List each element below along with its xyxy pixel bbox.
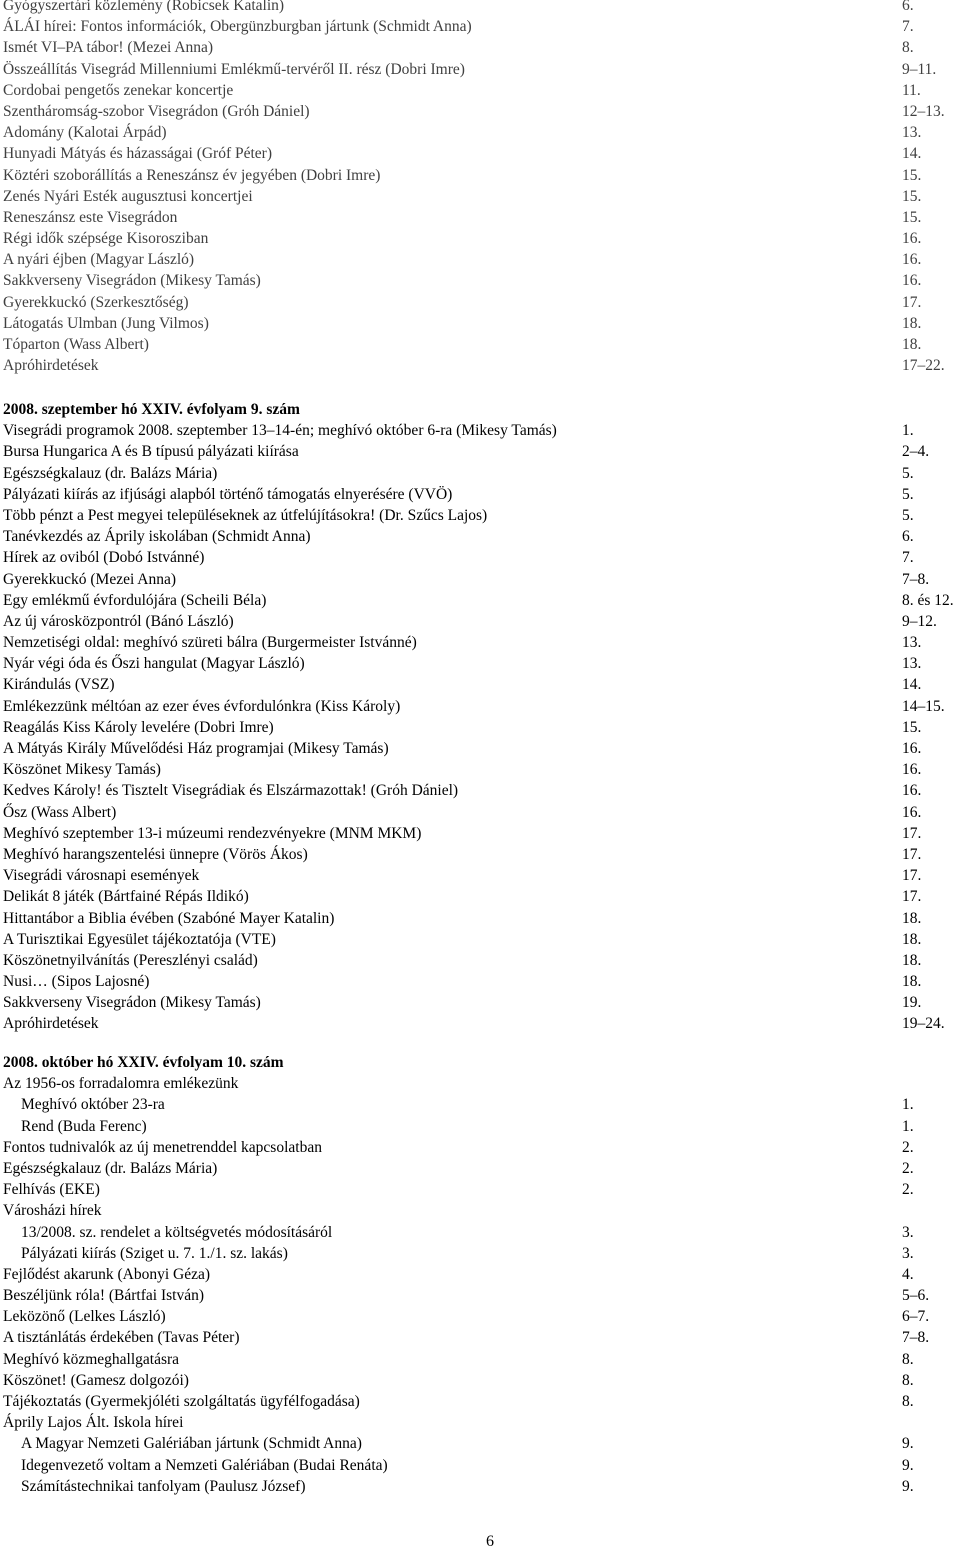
page-number: 6: [486, 1533, 494, 1550]
toc-entry-title: Beszéljünk róla! (Bártfai István): [3, 1287, 204, 1305]
toc-entry-page: 17–22.: [902, 357, 945, 375]
toc-entry-title: Szentháromság-szobor Visegrádon (Gróh Dániel): [3, 102, 310, 120]
toc-entry: [0, 355, 960, 376]
toc-entry-title: A Turisztikai Egyesület tájékoztatója (VTE): [3, 930, 276, 948]
toc-entry-page: 16.: [902, 803, 922, 821]
toc-entry-page: 8.: [902, 1371, 914, 1389]
toc-entry-title: Régi idők szépsége Kisorosziban: [3, 230, 209, 248]
toc-entry: [0, 1412, 960, 1433]
toc-entry-title: Áprily Lajos Ált. Iskola hírei: [3, 1414, 184, 1432]
toc-entry-title: Összeállítás Visegrád Millenniumi Emlékmű-tervéről II. rész (Dobri Imre): [3, 60, 465, 78]
toc-entry-title: Visegrádi városnapi események: [3, 867, 200, 885]
toc-entry-title: Több pénzt a Pest megyei településeknek az útfelújításokra! (Dr. Szűcs Lajos): [3, 506, 488, 524]
toc-entry-page: 9.: [902, 1456, 914, 1474]
toc-entry-title: Visegrádi programok 2008. szeptember 13–14-én; meghívó október 6-ra (Mikesy Tamás): [3, 422, 557, 440]
toc-entry-page: 17.: [902, 888, 922, 906]
toc-entry: [0, 1391, 960, 1412]
toc-entry: [0, 207, 960, 228]
toc-entry-title: Hírek az oviból (Dobó Istvánné): [3, 549, 205, 567]
toc-entry-title: Köszönet! (Gamesz dolgozói): [3, 1371, 189, 1389]
toc-entry-title: Emlékezzünk méltóan az ezer éves évfordulónkra (Kiss Károly): [3, 697, 401, 715]
toc-entry-page: 6.: [902, 0, 914, 14]
toc-entry-title: 13/2008. sz. rendelet a költségvetés módosításáról: [21, 1223, 333, 1241]
toc-entry: [0, 526, 960, 547]
toc-entry-page: 18.: [902, 336, 922, 353]
toc-entry-title: Meghívó október 23-ra: [21, 1096, 165, 1114]
toc-entry-page: 16.: [902, 740, 922, 757]
toc-entry-page: 8.: [902, 1350, 914, 1368]
toc-entry: [0, 0, 960, 16]
toc-entry-page: 17.: [902, 293, 922, 311]
toc-entry-page: 15.: [902, 187, 922, 205]
toc-entry: [0, 674, 960, 695]
toc-entry: [0, 228, 960, 249]
toc-entry: [0, 292, 960, 313]
toc-entry-title: Felhívás (EKE): [3, 1181, 100, 1199]
toc-entry-title: Bursa Hungarica A és B típusú pályázati kiírása: [3, 443, 299, 461]
toc-entry-title: Nusi… (Sipos Lajosné): [3, 973, 150, 991]
toc-entry: [0, 1285, 960, 1306]
toc-entry: [0, 653, 960, 674]
toc-entry: [0, 1243, 960, 1264]
toc-entry-title: Hittantábor a Biblia évében (Szabóné Mayer Katalin): [3, 909, 335, 927]
toc-entry: [0, 992, 960, 1013]
toc-entry-title: Kedves Károly! és Tisztelt Visegrádiak és Elszármazottak! (Gróh Dániel): [3, 782, 459, 800]
toc-entry: [0, 1179, 960, 1200]
toc-entry-title: A tisztánlátás érdekében (Tavas Péter): [3, 1329, 240, 1347]
toc-entry-title: Egészségkalauz (dr. Balázs Mária): [3, 464, 218, 482]
toc-entry-page: 5.: [902, 485, 914, 503]
toc-entry-page: 16.: [902, 272, 922, 290]
toc-entry: [0, 1327, 960, 1348]
toc-entry-title: Meghívó szeptember 13-i múzeumi rendezvényekre (MNM MKM): [3, 824, 422, 842]
toc-entry-page: 8.: [902, 1393, 914, 1410]
toc-entry: [0, 865, 960, 886]
toc-entry-page: 5.: [902, 464, 914, 482]
toc-entry: [0, 1200, 960, 1221]
toc-entry-page: 8.: [902, 39, 914, 57]
toc-entry-page: 7.: [902, 549, 914, 567]
toc-entry-title: Kirándulás (VSZ): [3, 676, 115, 694]
toc-entry: [0, 37, 960, 58]
toc-entry: [0, 1306, 960, 1327]
toc-entry: [0, 101, 960, 122]
toc-entry-page: 2.: [902, 1138, 914, 1156]
toc-entry: [0, 611, 960, 632]
toc-entry: [0, 80, 960, 101]
toc-entry-title: Reneszánsz este Visegrádon: [3, 208, 178, 226]
toc-entry: [0, 505, 960, 526]
issue-heading-october: 2008. október hó XXIV. évfolyam 10. szám: [3, 1054, 284, 1071]
toc-entry-page: 11.: [902, 81, 921, 99]
toc-entry: [0, 569, 960, 590]
toc-entry: [0, 441, 960, 462]
toc-entry-page: 1.: [902, 1096, 914, 1114]
toc-entry-page: 17.: [902, 845, 922, 863]
toc-entry-page: 2.: [902, 1159, 914, 1177]
toc-entry-page: 16.: [902, 782, 922, 800]
toc-entry-page: 18.: [902, 973, 922, 991]
toc-entry-page: 3.: [902, 1244, 914, 1262]
toc-entry-title: Nemzetiségi oldal: meghívó szüreti bálra (Burgermeister Istvánné): [3, 634, 417, 652]
toc-entry-title: Az 1956-os forradalomra emlékezünk: [3, 1075, 239, 1093]
toc-entry-title: Látogatás Ulmban (Jung Vilmos): [3, 314, 209, 332]
toc-entry: [0, 1073, 960, 1094]
toc-entry: [0, 313, 960, 334]
toc-entry-page: 13.: [902, 124, 922, 142]
toc-entry: [0, 1455, 960, 1476]
toc-entry-title: A nyári éjben (Magyar László): [3, 251, 195, 269]
toc-entry-page: 16.: [902, 761, 922, 779]
toc-entry: [0, 590, 960, 611]
toc-entry-title: Tóparton (Wass Albert): [3, 336, 149, 353]
toc-entry-title: Gyógyszertári közlemény (Robicsek Katalin): [3, 0, 285, 14]
toc-entry-page: 18.: [902, 930, 922, 948]
toc-entry: [0, 1094, 960, 1115]
toc-entry-title: ÁLÁI hírei: Fontos információk, Obergünzburgban jártunk (Schmidt Anna): [3, 18, 472, 36]
toc-entry-page: 1.: [902, 422, 914, 440]
toc-entry: [0, 696, 960, 717]
toc-entry-page: 16.: [902, 230, 922, 248]
toc-entry-title: Tanévkezdés az Áprily iskolában (Schmidt Anna): [3, 528, 311, 546]
toc-entry-page: 12–13.: [902, 102, 945, 120]
toc-entry-page: 4.: [902, 1265, 914, 1283]
toc-entry-page: 7–8.: [902, 1329, 930, 1347]
toc-entry-page: 15.: [902, 718, 922, 736]
toc-entry: [0, 122, 960, 143]
toc-entry-title: Egészségkalauz (dr. Balázs Mária): [3, 1159, 218, 1177]
toc-entry: [0, 547, 960, 568]
toc-entry-title: Nyár végi óda és Őszi hangulat (Magyar László): [3, 655, 305, 673]
toc-entry: [0, 1370, 960, 1391]
toc-section-august: [0, 0, 960, 376]
toc-entry-page: 2–4.: [902, 443, 930, 461]
toc-entry-title: Fontos tudnivalók az új menetrenddel kapcsolatban: [3, 1138, 322, 1156]
toc-entry-page: 18.: [902, 314, 922, 332]
toc-entry: [0, 950, 960, 971]
toc-entry-page: 2.: [902, 1181, 914, 1199]
toc-entry-title: A Mátyás Király Művelődési Ház programjai (Mikesy Tamás): [3, 740, 389, 757]
toc-entry: [0, 420, 960, 441]
toc-entry-page: 7–8.: [902, 570, 930, 588]
toc-entry: [0, 165, 960, 186]
toc-entry-title: Tájékoztatás (Gyermekjóléti szolgáltatás ügyfélfogadása): [3, 1393, 360, 1410]
toc-entry-title: Pályázati kiírás (Sziget u. 7. 1./1. sz. lakás): [21, 1244, 288, 1262]
toc-entry-page: 3.: [902, 1223, 914, 1241]
toc-entry-title: Városházi hírek: [3, 1202, 102, 1220]
toc-entry-page: 19.: [902, 994, 922, 1012]
toc-entry-title: Delikát 8 játék (Bártfainé Répás Ildikó): [3, 888, 249, 906]
toc-entry-title: Adomány (Kalotai Árpád): [3, 124, 167, 142]
toc-entry-page: 5–6.: [902, 1287, 930, 1305]
toc-entry-page: 19–24.: [902, 1015, 945, 1033]
toc-entry-title: Apróhirdetések: [3, 1015, 99, 1033]
toc-entry-title: A Magyar Nemzeti Galériában jártunk (Schmidt Anna): [21, 1435, 362, 1453]
toc-entry-title: Gyerekkuckó (Mezei Anna): [3, 570, 177, 588]
toc-entry: [0, 886, 960, 907]
toc-entry-title: Zenés Nyári Esték augusztusi koncertjei: [3, 187, 253, 205]
toc-entry-title: Rend (Buda Ferenc): [21, 1117, 147, 1135]
toc-entry-title: Hunyadi Mátyás és házasságai (Gróf Péter): [3, 145, 273, 163]
toc-entry: [0, 823, 960, 844]
toc-entry-page: 9.: [902, 1477, 914, 1495]
toc-entry: [0, 971, 960, 992]
toc-entry-title: Leközönő (Lelkes László): [3, 1308, 166, 1326]
toc-entry-title: Az új városközpontról (Bánó László): [3, 612, 234, 630]
toc-entry: [0, 249, 960, 270]
toc-entry: [0, 16, 960, 37]
toc-entry: [0, 1116, 960, 1137]
toc-entry-title: Egy emlékmű évfordulójára (Scheili Béla): [3, 591, 267, 609]
toc-entry-title: Meghívó közmeghallgatásra: [3, 1350, 180, 1368]
toc-entry: [0, 759, 960, 780]
toc-entry: [0, 908, 960, 929]
toc-section-september: [0, 399, 960, 1035]
toc-entry-title: Ismét VI–PA tábor! (Mezei Anna): [3, 39, 214, 57]
toc-entry: [0, 1264, 960, 1285]
toc-entry-page: 14–15.: [902, 697, 945, 715]
issue-heading-september: 2008. szeptember hó XXIV. évfolyam 9. szám: [3, 401, 300, 418]
toc-entry-page: 6–7.: [902, 1308, 930, 1326]
toc-entry: [0, 1433, 960, 1454]
toc-entry: [0, 780, 960, 801]
toc-entry: [0, 59, 960, 80]
toc-entry-title: Gyerekkuckó (Szerkesztőség): [3, 293, 189, 311]
toc-entry: [0, 334, 960, 355]
toc-entry: [0, 844, 960, 865]
toc-entry-title: Köszönet Mikesy Tamás): [3, 761, 161, 779]
toc-entry-title: Cordobai pengetős zenekar koncertje: [3, 81, 234, 99]
toc-entry: [0, 484, 960, 505]
toc-entry: [0, 143, 960, 164]
toc-entry: [0, 270, 960, 291]
toc-entry-page: 18.: [902, 951, 922, 969]
toc-entry-page: 15.: [902, 208, 922, 226]
toc-entry: [0, 1222, 960, 1243]
toc-entry-page: 17.: [902, 867, 922, 885]
toc-entry-page: 15.: [902, 166, 922, 184]
toc-entry-title: Fejlődést akarunk (Abonyi Géza): [3, 1265, 211, 1283]
toc-entry-page: 14.: [902, 676, 922, 694]
toc-entry-title: Sakkverseny Visegrádon (Mikesy Tamás): [3, 994, 261, 1012]
toc-entry-page: 18.: [902, 909, 922, 927]
toc-entry: [0, 1013, 960, 1034]
toc-entry-title: Ősz (Wass Albert): [3, 803, 117, 821]
toc-entry-title: Számítástechnikai tanfolyam (Paulusz József): [21, 1477, 306, 1495]
toc-entry-page: 8. és 12.: [902, 591, 954, 609]
toc-entry-page: 5.: [902, 506, 914, 524]
toc-entry-title: Meghívó harangszentelési ünnepre (Vörös Ákos): [3, 845, 308, 863]
toc-entry: [0, 186, 960, 207]
toc-entry-page: 14.: [902, 145, 922, 163]
toc-entry-page: 13.: [902, 634, 922, 652]
toc-entry: [0, 1137, 960, 1158]
toc-entry-page: 17.: [902, 824, 922, 842]
toc-entry: [0, 929, 960, 950]
toc-entry-page: 9.: [902, 1435, 914, 1453]
toc-entry-title: Idegenvezető voltam a Nemzeti Galériában (Budai Renáta): [21, 1456, 388, 1474]
toc-entry-title: Reagálás Kiss Károly levelére (Dobri Imre): [3, 718, 274, 736]
toc-entry-page: 13.: [902, 655, 922, 673]
toc-entry-title: Pályázati kiírás az ifjúsági alapból történő támogatás elnyerésére (VVÖ): [3, 485, 453, 503]
toc-entry-title: Köztéri szoborállítás a Reneszánsz év jegyében (Dobri Imre): [3, 166, 381, 184]
toc-entry: [0, 632, 960, 653]
toc-entry-title: Sakkverseny Visegrádon (Mikesy Tamás): [3, 272, 261, 290]
toc-entry: [0, 738, 960, 759]
toc-entry: [0, 1158, 960, 1179]
toc-entry-page: 9–12.: [902, 612, 937, 630]
toc-entry-page: 9–11.: [902, 60, 937, 78]
toc-entry-page: 16.: [902, 251, 922, 269]
toc-section-october: [0, 1052, 960, 1497]
toc-entry: [0, 802, 960, 823]
toc-entry-page: 1.: [902, 1117, 914, 1135]
toc-entry-title: Köszönetnyilvánítás (Pereszlényi család): [3, 951, 258, 969]
toc-entry: [0, 1349, 960, 1370]
toc-entry-title: Apróhirdetések: [3, 357, 99, 375]
toc-entry: [0, 463, 960, 484]
toc-entry: [0, 717, 960, 738]
toc-entry-page: 7.: [902, 18, 914, 36]
toc-entry-page: 6.: [902, 528, 914, 546]
toc-entry: [0, 1476, 960, 1497]
